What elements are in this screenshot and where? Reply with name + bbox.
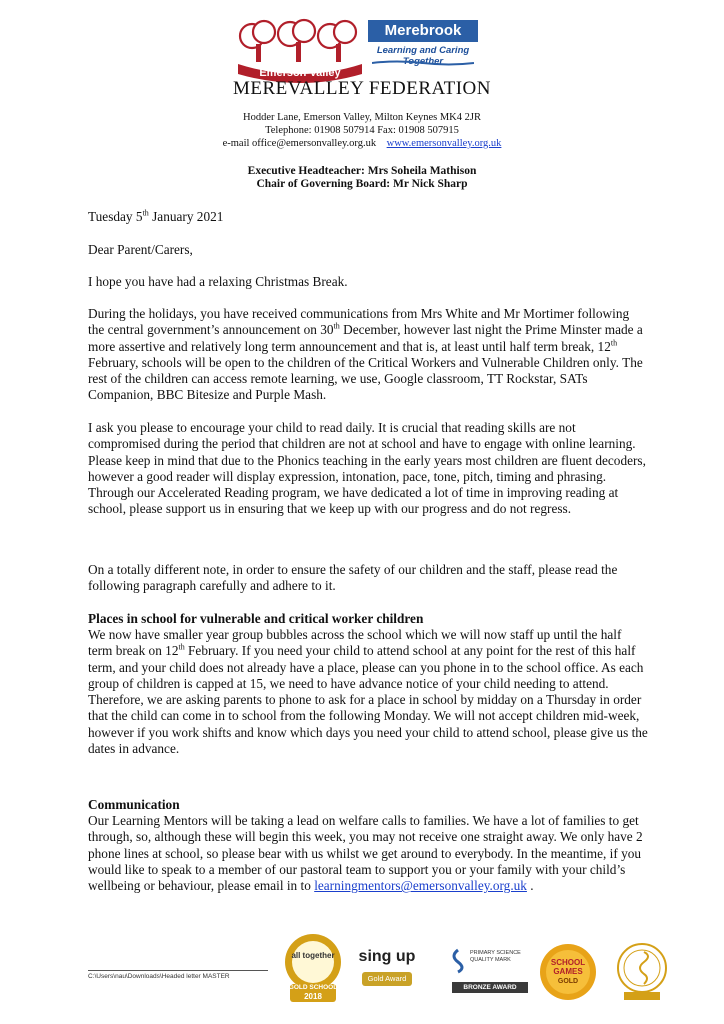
emerson-valley-logo: [230, 18, 370, 86]
heading-communication: Communication: [88, 797, 180, 812]
svg-text:Emerson Valley: Emerson Valley: [259, 67, 341, 79]
all-together-badge: [282, 932, 344, 1006]
paragraph-safety: On a totally different note, in order to ensure the safety of our children and the staff, please read the following paragraph carefully and adhere to it.: [88, 562, 618, 594]
paragraph-places: We now have smaller year group bubbles across the school which we will now staff up until the half term break on 12th February. If you need your child to attend school at any point for the rest of this half term, and your child does not already have a place, please can you phone in to the school office. As each group of children is capped at 15, we need to have advance notice of your child needing to attend. Therefore, we are asking parents to phone to ask for a place in school by midday on a Thursday in order that the child can come in to school from the following Monday. We will not accept children mid-week, however if you work shifts and know which days you need your child to attend school, please give us the dates in advance.: [88, 627, 648, 757]
badge-sub: GOLD: [557, 978, 579, 985]
badge-label: sing up: [358, 948, 416, 965]
badge-year: 2018: [304, 992, 322, 1001]
badge-label: PRIMARY SCIENCE QUALITY MARK: [470, 950, 521, 963]
school-games-badge: [538, 942, 598, 1006]
address-line: Hodder Lane, Emerson Valley, Milton Keynes MK4 2JR: [243, 112, 481, 123]
sing-up-badge: [356, 948, 418, 998]
merebrook-logo: [368, 20, 478, 70]
footer-divider: [88, 970, 268, 971]
email-line: [0, 137, 724, 150]
office-email: e-mail office@emersonvalley.org.uk: [222, 138, 377, 149]
merebrook-logo-tagline: Learning and Caring Together: [376, 45, 470, 67]
badge-label: all together: [291, 951, 335, 960]
phone-line: Telephone: 01908 507914 Fax: 01908 507915: [265, 125, 459, 136]
badge-label: GOLD SCHOOL: [288, 984, 338, 991]
paragraph-communication: Our Learning Mentors will be taking a lead on welfare calls to families. We have a lot of families to get through, so, although these will begin this week, you may not receive one straight away. We only have 2 phone lines at school, so please bear with us whilst we get around to everybody. In the meantime, if you would like to speak to a member of our pastoral team to support you or your family with your child’s wellbeing or behaviour, please email in to learningmentors@emersonvalley.org.uk .: [88, 813, 643, 894]
executive-headteacher: Executive Headteacher: Mrs Soheila Mathison: [247, 165, 477, 177]
science-quality-mark-badge: [446, 946, 530, 1004]
paragraph-intro: I hope you have had a relaxing Christmas Break.: [88, 274, 348, 289]
paragraph-reading: I ask you please to encourage your child to read daily. It is crucial that reading skills are not compromised during the period that children are not at school and have to engage with online learning. Please keep in mind that due to the Phonics teaching in the early years most children are fluent decoders, however a good reader will display expression, intonation, pace, tone, pitch, timing and phrasing. Through our Accelerated Reading program, we have dedicated a lot of time in improving reading at school, please support us in ensuring that we keep up with our progress and do not regress.: [88, 420, 646, 517]
merebrook-logo-title: Merebrook: [368, 20, 478, 42]
federation-title: MEREVALLEY FEDERATION: [232, 78, 492, 99]
badge-sub: Gold Award: [362, 972, 412, 986]
file-path: C:\Users\nau\Downloads\Headed letter MASTER: [88, 973, 230, 980]
badge-label: SCHOOL GAMES: [550, 958, 586, 976]
music-mark-icon: [614, 938, 670, 1004]
heading-places: Places in school for vulnerable and critical worker children: [88, 611, 424, 626]
greeting: Dear Parent/Carers,: [88, 242, 193, 257]
paragraph-holidays: During the holidays, you have received communications from Mrs White and Mr Mortimer following the central government’s announcement on 30th December, however last night the Prime Minster made a more assertive and relatively long term announcement and that is, at least until half term break, 12th February, schools will be open to the children of the Critical Workers and Vulnerable Children only. The rest of the children can access remote learning, we use, Google classroom, TT Rockstar, SATs Companion, BBC Bitesize and Purple Mash.: [88, 306, 643, 403]
learning-mentors-email-link[interactable]: learningmentors@emersonvalley.org.uk: [314, 878, 527, 894]
wave-decoration: [372, 60, 474, 66]
website-link[interactable]: www.emersonvalley.org.uk: [386, 138, 502, 149]
chair-of-governors: Chair of Governing Board: Mr Nick Sharp: [256, 178, 468, 190]
badge-sub: BRONZE AWARD: [452, 982, 528, 993]
letter-date: Tuesday 5th January 2021: [88, 208, 224, 224]
